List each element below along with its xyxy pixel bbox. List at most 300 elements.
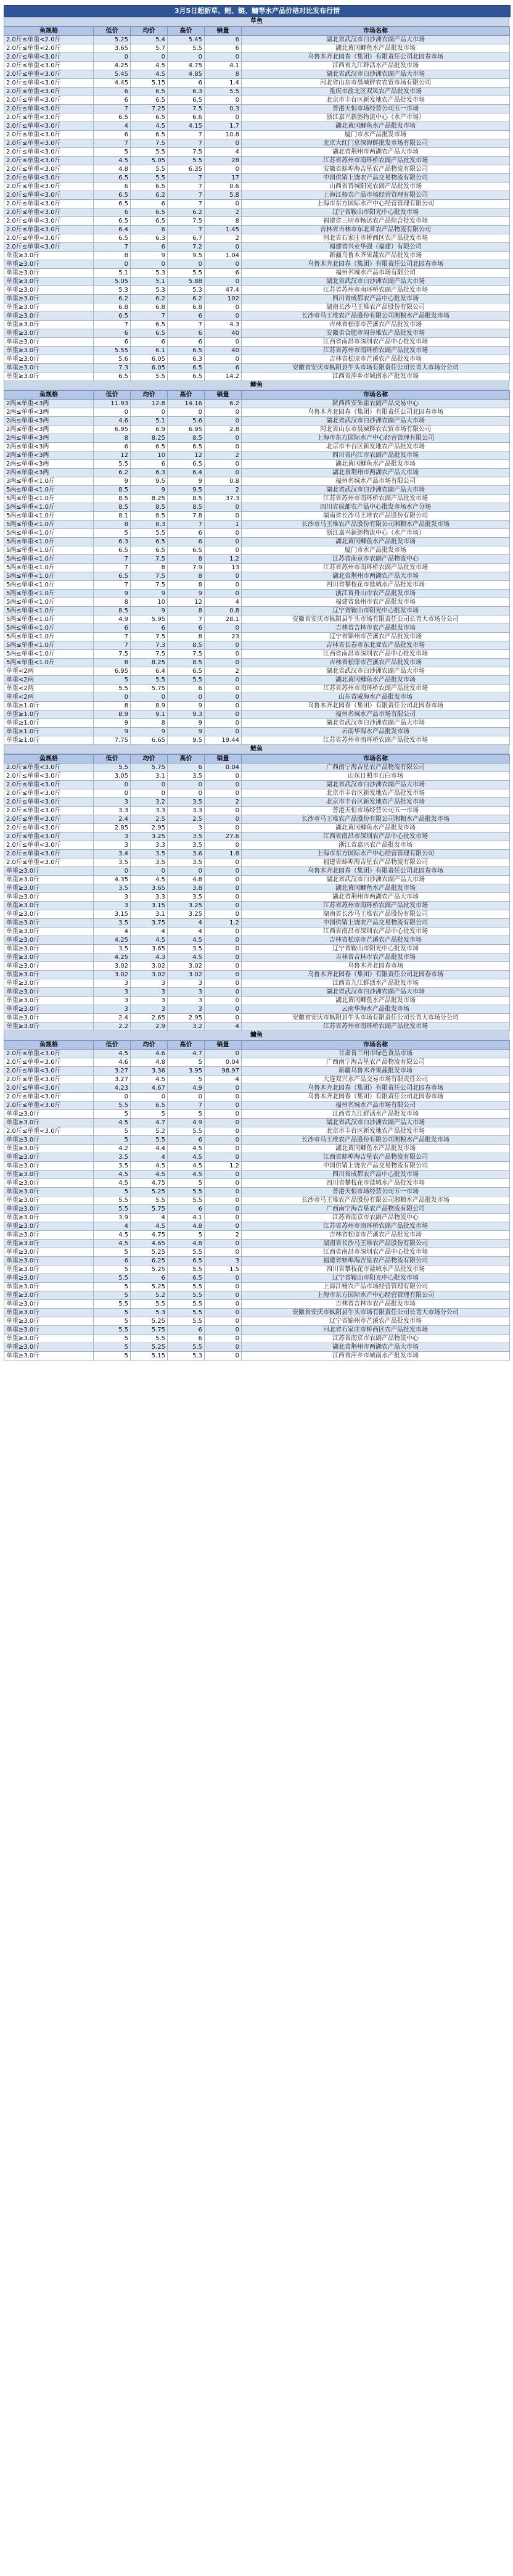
high-price-cell: 3.02 — [168, 962, 205, 971]
high-price-cell: 4.15 — [168, 122, 205, 131]
spec-cell: 单重≥3.0斤 — [4, 1205, 94, 1214]
market-cell: 新疆乌鲁木齐果蔬农产品批发市场 — [242, 252, 510, 260]
high-price-cell: 8.5 — [168, 495, 205, 503]
volume-cell: 0 — [205, 1101, 242, 1110]
low-price-cell: 6 — [94, 208, 131, 217]
table-row — [4, 417, 510, 426]
high-price-cell: 5.6 — [168, 417, 205, 426]
market-cell: 福州名城水产品市场有限公司 — [242, 477, 510, 486]
volume-cell: 4 — [205, 1076, 242, 1084]
volume-cell: 0 — [205, 772, 242, 781]
market-cell: 北京市丰台区新发地农产品批发市场 — [242, 1127, 510, 1136]
spec-cell: 5两≤单重<1.0斤 — [4, 633, 94, 641]
sheet-title: 3月5日超新草、鲤、鲢、鳙等水产品价格对比发布行情 — [4, 5, 511, 17]
avg-price-cell: 5.5 — [131, 148, 168, 157]
table-row — [4, 763, 510, 772]
avg-price-cell: 8.3 — [131, 521, 168, 529]
volume-cell: 1 — [205, 521, 242, 529]
low-price-cell: 5.5 — [94, 1101, 131, 1110]
spec-cell: 2.0斤≤单重<3.0斤 — [4, 113, 94, 122]
spec-cell: 2.0斤≤单重<3.0斤 — [4, 70, 94, 79]
spec-cell: 2.0斤≤单重<3.0斤 — [4, 824, 94, 833]
volume-cell: 0 — [205, 312, 242, 321]
low-price-cell: 6 — [94, 329, 131, 338]
table-row — [4, 139, 510, 148]
market-cell: 福建省蚌埠海吉星农产品物流有限公司 — [242, 858, 510, 867]
volume-cell: 0 — [205, 443, 242, 451]
avg-price-cell: 4.5 — [131, 1162, 168, 1171]
low-price-cell: 6 — [94, 624, 131, 633]
high-price-cell: 4.5 — [168, 953, 205, 962]
avg-price-cell: 12.8 — [131, 400, 168, 408]
spec-cell: 2两≤单重<3两 — [4, 408, 94, 417]
section-title: 草鱼 — [4, 17, 509, 27]
market-cell: 吉林省松原市芒溪农产品批发市场 — [242, 321, 510, 329]
low-price-cell: 3.9 — [94, 1214, 131, 1222]
avg-price-cell: 5.3 — [131, 269, 168, 278]
low-price-cell: 8 — [94, 598, 131, 607]
high-price-cell: 0 — [168, 260, 205, 269]
table-row — [4, 460, 510, 469]
spec-cell: 2.0斤≤单重<3.0斤 — [4, 1101, 94, 1110]
table-row — [4, 624, 510, 633]
volume-cell: 0 — [205, 997, 242, 1005]
table-row — [4, 234, 510, 243]
high-price-cell: 6.5 — [168, 372, 205, 381]
spec-cell: 2.0斤≤单重<3.0斤 — [4, 1058, 94, 1067]
spec-cell: 5两≤单重<1.0斤 — [4, 590, 94, 598]
table-row — [4, 260, 510, 269]
avg-price-cell: 3.75 — [131, 919, 168, 928]
table-row — [4, 364, 510, 372]
high-price-cell: 5.5 — [168, 1188, 205, 1196]
avg-price-cell: 9 — [131, 607, 168, 615]
column-header: 销量 — [205, 391, 242, 400]
avg-price-cell: 3.36 — [131, 1067, 168, 1076]
market-cell: 吉林省吉林市农产品批发市场 — [242, 624, 510, 633]
table-row — [4, 659, 510, 667]
market-cell: 中国供销上饶农产品交易物流有限公司 — [242, 1162, 510, 1171]
table-row — [4, 971, 510, 979]
avg-price-cell: 6 — [131, 460, 168, 469]
high-price-cell: 5.5 — [168, 1317, 205, 1326]
spec-cell: 5两≤单重<1.0斤 — [4, 555, 94, 564]
volume-cell: 0 — [205, 1084, 242, 1093]
high-price-cell: 4.85 — [168, 70, 205, 79]
low-price-cell: 6 — [94, 131, 131, 139]
spec-cell: 单重≥3.0斤 — [4, 1283, 94, 1291]
market-cell: 乌鲁木齐北园春（集团）有限责任公司北园春市场 — [242, 408, 510, 417]
high-price-cell: 6 — [168, 529, 205, 538]
volume-cell: 2 — [205, 798, 242, 807]
table-row — [4, 962, 510, 971]
market-cell: 长沙市马王堆农产品股份有限公司湘粮水产品批发市场 — [242, 1196, 510, 1205]
low-price-cell: 8.5 — [94, 607, 131, 615]
low-price-cell: 5 — [94, 1352, 131, 1360]
table-row — [4, 1248, 510, 1257]
table-row — [4, 1136, 510, 1145]
avg-price-cell: 4.5 — [131, 1171, 168, 1179]
low-price-cell: 8.5 — [94, 495, 131, 503]
volume-cell: 28 — [205, 157, 242, 165]
high-price-cell: 3.5 — [168, 833, 205, 841]
table-row — [4, 62, 510, 70]
volume-cell: 0 — [205, 858, 242, 867]
table-row — [4, 1076, 510, 1084]
high-price-cell: 8 — [168, 572, 205, 581]
volume-cell: 0 — [205, 1317, 242, 1326]
low-price-cell: 5.25 — [94, 36, 131, 44]
high-price-cell: 5.5 — [168, 1283, 205, 1291]
low-price-cell: 5 — [94, 1265, 131, 1274]
volume-cell: 0 — [205, 1343, 242, 1352]
table-row — [4, 347, 510, 355]
market-cell: 辽宁省锦州市芒溪农产品批发市场 — [242, 633, 510, 641]
table-row — [4, 191, 510, 200]
high-price-cell: 3 — [168, 1005, 205, 1014]
table-row — [4, 338, 510, 347]
market-cell: 湖南省长沙马王堆农产品股份有限公司 — [242, 512, 510, 521]
market-cell: 吉林省松原市芒溪农产品批发市场 — [242, 1231, 510, 1240]
avg-price-cell: 0 — [131, 789, 168, 798]
volume-cell: 0 — [205, 338, 242, 347]
low-price-cell: 0 — [94, 1093, 131, 1101]
spec-cell: 单重≥3.0斤 — [4, 1265, 94, 1274]
low-price-cell: 3.27 — [94, 1067, 131, 1076]
volume-cell: 0 — [205, 581, 242, 590]
volume-cell: 0 — [205, 417, 242, 426]
market-cell: 四川省成都农产品中心批发市场 — [242, 1171, 510, 1179]
volume-cell: 0 — [205, 1127, 242, 1136]
table-row — [4, 1014, 510, 1023]
volume-cell: 6.2 — [205, 400, 242, 408]
spec-cell: 2两≤单重<3两 — [4, 426, 94, 434]
market-cell: 湖北省荆州市两湖农产品大市场 — [242, 893, 510, 902]
market-cell: 湖北黄冈鲫鱼水产品批发市场 — [242, 1145, 510, 1153]
volume-cell: 0 — [205, 1205, 242, 1214]
avg-price-cell: 0 — [131, 1093, 168, 1101]
spec-cell: 单重≥3.0斤 — [4, 936, 94, 945]
low-price-cell: 4.2 — [94, 1145, 131, 1153]
low-price-cell: 5 — [94, 1343, 131, 1352]
table-row — [4, 1145, 510, 1153]
table-row — [4, 1084, 510, 1093]
spec-cell: 2两≤单重<3两 — [4, 443, 94, 451]
volume-cell: 0 — [205, 702, 242, 710]
high-price-cell: 0 — [168, 408, 205, 417]
volume-cell: 0 — [205, 303, 242, 312]
spec-cell: 单重≥3.0斤 — [4, 997, 94, 1005]
market-cell: 江西省南昌市深圳农产品中心批发市场 — [242, 650, 510, 659]
spec-cell: 2.0斤≤单重<3.0斤 — [4, 1076, 94, 1084]
spec-cell: 2两≤单重<3两 — [4, 460, 94, 469]
high-price-cell: 9.5 — [168, 736, 205, 745]
table-row — [4, 841, 510, 850]
avg-price-cell: 5.4 — [131, 36, 168, 44]
spec-cell: 单重≥3.0斤 — [4, 884, 94, 893]
low-price-cell: 4.5 — [94, 1171, 131, 1179]
volume-cell: 0 — [205, 710, 242, 719]
avg-price-cell: 6.05 — [131, 364, 168, 372]
table-row — [4, 928, 510, 936]
high-price-cell: 2.5 — [168, 815, 205, 824]
table-row — [4, 1309, 510, 1317]
avg-price-cell: 4.5 — [131, 1222, 168, 1231]
high-price-cell: 6.95 — [168, 426, 205, 434]
market-cell: 上海市东方国际水产中心经营管理有限公司 — [242, 1291, 510, 1300]
high-price-cell: 6.8 — [168, 303, 205, 312]
table-row — [4, 1110, 510, 1119]
market-cell: 大连双兴水产品交易市场有限责任公司 — [242, 1076, 510, 1084]
low-price-cell: 8.1 — [94, 512, 131, 521]
volume-cell: 0 — [205, 676, 242, 685]
spec-cell: 单重≥1.0斤 — [4, 719, 94, 728]
high-price-cell: 6.5 — [168, 443, 205, 451]
market-cell: 云南华海水产品批发市场 — [242, 728, 510, 736]
high-price-cell: 5.5 — [168, 1343, 205, 1352]
market-cell: 吉林省松原市芒溪农产品批发市场 — [242, 659, 510, 667]
volume-cell: 0 — [205, 685, 242, 693]
high-price-cell: 7.5 — [168, 217, 205, 226]
column-header: 市场名称 — [242, 27, 510, 36]
market-cell: 乌鲁木齐北园春（集团）有限责任公司北园春市场 — [242, 702, 510, 710]
low-price-cell: 4.6 — [94, 1058, 131, 1067]
volume-cell: 0 — [205, 1171, 242, 1179]
low-price-cell: 3.4 — [94, 850, 131, 858]
column-header: 高价 — [168, 1041, 205, 1050]
table-row — [4, 598, 510, 607]
high-price-cell: 4.1 — [168, 1214, 205, 1222]
volume-cell: 0 — [205, 979, 242, 988]
volume-cell: 1.8 — [205, 850, 242, 858]
market-cell: 湖南省长沙马王堆农产品股份有限公司 — [242, 910, 510, 919]
avg-price-cell: 6.8 — [131, 303, 168, 312]
high-price-cell: 3.5 — [168, 858, 205, 867]
spec-cell: 单重≥3.0斤 — [4, 338, 94, 347]
volume-cell: 0.8 — [205, 477, 242, 486]
table-row — [4, 44, 510, 53]
avg-price-cell: 5.25 — [131, 1343, 168, 1352]
avg-price-cell: 5.75 — [131, 685, 168, 693]
market-cell: 四川省攀枝花市盐城水产品批发市场 — [242, 1179, 510, 1188]
spec-cell: 2.0斤≤单重<3.0斤 — [4, 226, 94, 234]
high-price-cell: 6 — [168, 1326, 205, 1335]
volume-cell: 0 — [205, 1214, 242, 1222]
avg-price-cell: 4.5 — [131, 876, 168, 884]
spec-cell: 单重≥3.0斤 — [4, 303, 94, 312]
avg-price-cell: 7.5 — [131, 555, 168, 564]
high-price-cell: 4.5 — [168, 1171, 205, 1179]
market-cell: 湖北省荆州市两湖农产品大市场 — [242, 469, 510, 477]
volume-cell: 0 — [205, 1335, 242, 1343]
market-cell: 福州名城水产品市场有限公司 — [242, 269, 510, 278]
table-row — [4, 607, 510, 615]
table-row — [4, 719, 510, 728]
spec-cell: 5两≤单重<1.0斤 — [4, 641, 94, 650]
avg-price-cell: 0 — [131, 408, 168, 417]
avg-price-cell: 4.67 — [131, 1084, 168, 1093]
low-price-cell: 6 — [94, 96, 131, 105]
high-price-cell: 7 — [168, 174, 205, 183]
table-row — [4, 183, 510, 191]
low-price-cell: 5.5 — [94, 1196, 131, 1205]
avg-price-cell: 4.5 — [131, 936, 168, 945]
volume-cell: 0 — [205, 719, 242, 728]
market-cell: 浙江省舟山市农产品批发市场 — [242, 590, 510, 598]
low-price-cell: 5 — [94, 1136, 131, 1145]
low-price-cell: 5 — [94, 1188, 131, 1196]
low-price-cell: 5 — [94, 676, 131, 685]
low-price-cell: 3.5 — [94, 1153, 131, 1162]
avg-price-cell: 9 — [131, 728, 168, 736]
market-cell: 四川省成都农产品中心批发市场水产分场 — [242, 503, 510, 512]
volume-cell: 0 — [205, 1352, 242, 1360]
table-row — [4, 936, 510, 945]
column-header: 低价 — [94, 391, 131, 400]
high-price-cell: 14.16 — [168, 400, 205, 408]
spec-cell: 5两≤单重<1.0斤 — [4, 598, 94, 607]
spec-cell: 单重<2两 — [4, 693, 94, 702]
volume-cell: 0 — [205, 113, 242, 122]
market-cell: 浙江省嘉兴农产品批发市场 — [242, 841, 510, 850]
avg-price-cell: 5 — [131, 1110, 168, 1119]
high-price-cell: 9.5 — [168, 486, 205, 495]
high-price-cell: 5.88 — [168, 278, 205, 286]
spec-cell: 单重≥3.0斤 — [4, 1171, 94, 1179]
price-sheet — [4, 0, 509, 1385]
low-price-cell: 2.4 — [94, 1014, 131, 1023]
spec-cell: 单重≥3.0斤 — [4, 1196, 94, 1205]
market-cell: 福建省泉州市农产品批发市场 — [242, 598, 510, 607]
volume-cell: 1.04 — [205, 252, 242, 260]
volume-cell: 0 — [205, 529, 242, 538]
avg-price-cell: 7.5 — [131, 572, 168, 581]
avg-price-cell: 6.25 — [131, 1257, 168, 1265]
market-cell: 湖北黄冈鲫鱼水产品批发市场 — [242, 884, 510, 893]
avg-price-cell: 6 — [131, 1274, 168, 1283]
market-cell: 江西省九江鲜活水产品批发市场 — [242, 1110, 510, 1119]
table-row — [4, 772, 510, 781]
avg-price-cell: 0 — [131, 781, 168, 789]
spec-cell: 单重≥3.0斤 — [4, 372, 94, 381]
volume-cell: 4.3 — [205, 321, 242, 329]
high-price-cell: 8 — [168, 607, 205, 615]
spec-cell: 单重≥3.0斤 — [4, 945, 94, 953]
volume-cell: 0 — [205, 962, 242, 971]
market-cell: 安徽省安庆市枞阳县牛头市场有限责任公司长青大市场分公司 — [242, 1014, 510, 1023]
spec-cell: 2两≤单重<3两 — [4, 451, 94, 460]
spec-cell: 单重≥3.0斤 — [4, 1317, 94, 1326]
column-header: 均价 — [131, 27, 168, 36]
market-cell: 辽宁省锦州市芒溪农产品批发市场 — [242, 1317, 510, 1326]
market-cell: 山西省晋城阳光农副产品批发市场 — [242, 183, 510, 191]
high-price-cell: 6.35 — [168, 165, 205, 174]
market-cell: 上海市东方国际水产中心经营管理有限公司 — [242, 850, 510, 858]
market-cell: 上海市东方国际水产中心经营管理有限公司 — [242, 200, 510, 208]
avg-price-cell: 3.65 — [131, 945, 168, 953]
market-cell: 江苏省南京市农副产品物流中心 — [242, 1335, 510, 1343]
market-cell: 江苏省苏州市南环桥农副产品批发市场 — [242, 495, 510, 503]
low-price-cell: 6.8 — [94, 303, 131, 312]
table-row — [4, 572, 510, 581]
column-header: 鱼规格 — [4, 391, 94, 400]
table-row — [4, 312, 510, 321]
avg-price-cell: 6.5 — [131, 96, 168, 105]
low-price-cell: 3.5 — [94, 919, 131, 928]
high-price-cell: 7 — [168, 131, 205, 139]
volume-cell: 0 — [205, 408, 242, 417]
volume-cell: 0 — [205, 841, 242, 850]
header-row — [4, 391, 510, 400]
spec-cell: 单重≥3.0斤 — [4, 979, 94, 988]
low-price-cell: 4 — [94, 928, 131, 936]
avg-price-cell: 6 — [131, 338, 168, 347]
high-price-cell: 3.25 — [168, 910, 205, 919]
table-row — [4, 165, 510, 174]
high-price-cell: 3 — [168, 979, 205, 988]
table-row — [4, 590, 510, 598]
column-header: 市场名称 — [242, 755, 510, 763]
avg-price-cell: 5.1 — [131, 417, 168, 426]
header-row — [4, 27, 510, 36]
spec-cell: 单重≥3.0斤 — [4, 1300, 94, 1309]
market-cell: 河北省山东市晨城鲜农农贸市场有限公司 — [242, 79, 510, 88]
spec-cell: 单重≥3.0斤 — [4, 312, 94, 321]
price-table — [4, 27, 510, 381]
high-price-cell: 5.5 — [168, 1127, 205, 1136]
avg-price-cell: 3 — [131, 979, 168, 988]
market-cell: 辽宁省鞍山市阳光中心批发市场 — [242, 945, 510, 953]
volume-cell: 0 — [205, 693, 242, 702]
spec-cell: 2.0斤≤单重<3.0斤 — [4, 208, 94, 217]
table-row — [4, 1300, 510, 1309]
high-price-cell: 8.5 — [168, 641, 205, 650]
spec-cell: 5两≤单重<1.0斤 — [4, 572, 94, 581]
market-cell: 湖北黄冈鲫鱼水产品批发市场 — [242, 460, 510, 469]
high-price-cell: 6.5 — [168, 1274, 205, 1283]
low-price-cell: 8 — [94, 521, 131, 529]
volume-cell: 0 — [205, 469, 242, 477]
high-price-cell: 8 — [168, 555, 205, 564]
high-price-cell: 3.95 — [168, 1067, 205, 1076]
high-price-cell: 6.5 — [168, 347, 205, 355]
volume-cell: 1.5 — [205, 1265, 242, 1274]
low-price-cell: 5.45 — [94, 70, 131, 79]
high-price-cell: 3.8 — [168, 884, 205, 893]
spec-cell: 单重≥3.0斤 — [4, 928, 94, 936]
avg-price-cell: 4.5 — [131, 62, 168, 70]
spec-cell: 5两≤单重<1.0斤 — [4, 512, 94, 521]
low-price-cell: 8 — [94, 659, 131, 667]
column-header: 低价 — [94, 27, 131, 36]
table-row — [4, 408, 510, 417]
market-cell: 乌鲁木齐北园春（集团）有限责任公司北园春市场 — [242, 260, 510, 269]
high-price-cell: 6.5 — [168, 546, 205, 555]
low-price-cell: 3 — [94, 1005, 131, 1014]
low-price-cell: 4.45 — [94, 79, 131, 88]
spec-cell: 单重≥3.0斤 — [4, 1023, 94, 1031]
low-price-cell: 3 — [94, 988, 131, 997]
avg-price-cell: 5.2 — [131, 1291, 168, 1300]
market-cell: 福建省三明市畅达农产品综合批发市场 — [242, 217, 510, 226]
spec-cell: 单重≥3.0斤 — [4, 971, 94, 979]
avg-price-cell: 9.5 — [131, 477, 168, 486]
low-price-cell: 5 — [94, 1335, 131, 1343]
spec-cell: 5两≤单重<1.0斤 — [4, 650, 94, 659]
high-price-cell: 6 — [168, 763, 205, 772]
low-price-cell: 7 — [94, 321, 131, 329]
table-row — [4, 1093, 510, 1101]
